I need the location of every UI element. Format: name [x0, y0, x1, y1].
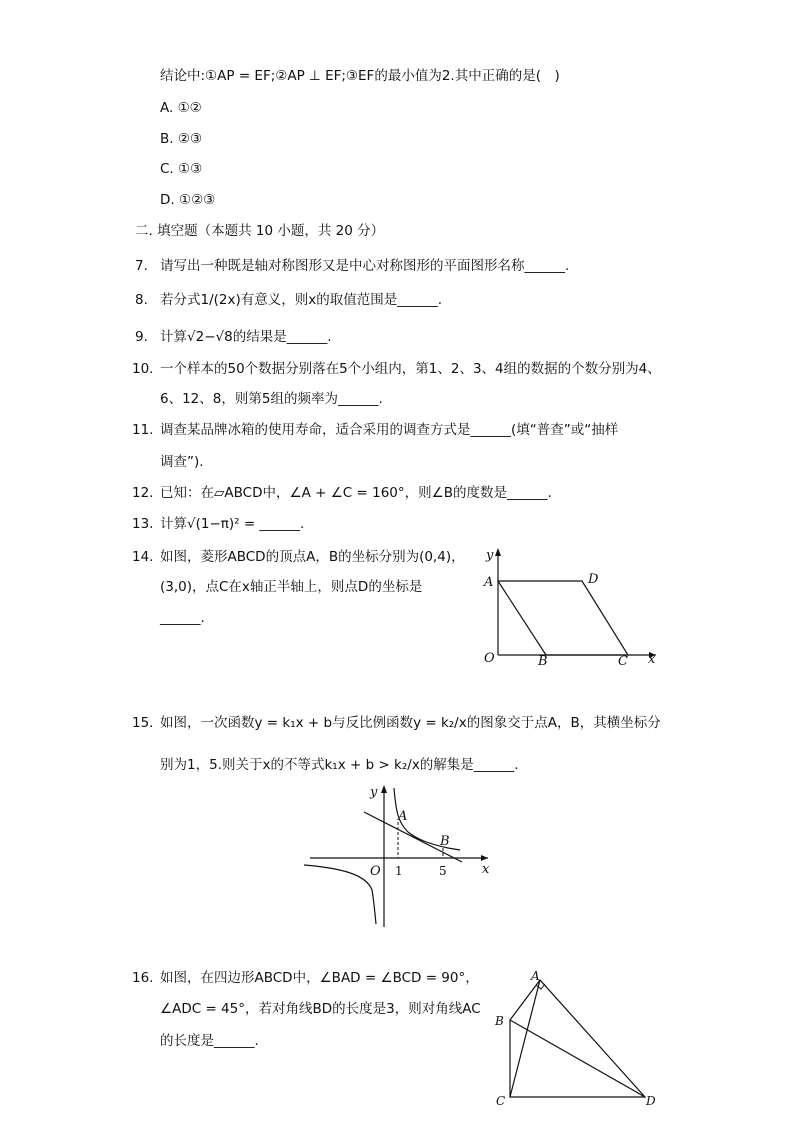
- label-b: B: [538, 654, 548, 669]
- label-d: D: [646, 1094, 656, 1108]
- question-number: 10.: [132, 361, 154, 377]
- question-number: 14.: [132, 549, 154, 565]
- question-number: 13.: [132, 516, 154, 532]
- question-14-line-1: 如图，菱形ABCD的顶点A，B的坐标分别为(0,4)，: [160, 549, 465, 565]
- label-b: B: [495, 1014, 504, 1028]
- diagonal-bd: [510, 1020, 645, 1097]
- question-10-line-1: 一个样本的50个数据分别落在5个小组内，第1、2、3、4组的数据的个数分别为4、: [160, 361, 661, 377]
- question-number: 11.: [132, 422, 154, 438]
- figure-15-functions: [300, 782, 495, 930]
- figure-16-quadrilateral: [485, 965, 665, 1115]
- q6-option-d: D. ①②③: [160, 192, 216, 208]
- q6-option-a: A. ①②: [160, 100, 202, 116]
- label-y: y: [370, 785, 378, 800]
- question-number: 9.: [135, 329, 148, 345]
- question-16-line-2: ∠ADC = 45°，若对角线BD的长度是3，则对角线AC: [160, 1001, 481, 1017]
- question-number: 16.: [132, 970, 154, 986]
- rhombus-abcd: [498, 581, 628, 655]
- label-c: C: [496, 1094, 506, 1108]
- question-16-line-3: 的长度是______.: [160, 1033, 259, 1049]
- y-axis-arrow: [495, 548, 501, 556]
- label-x: x: [482, 862, 490, 877]
- question-7-text: 请写出一种既是轴对称图形又是中心对称图形的平面图形名称______.: [160, 258, 570, 274]
- question-12-text: 已知：在▱ABCD中，∠A + ∠C = 160°，则∠B的度数是______.: [160, 485, 552, 501]
- question-9-text: 计算√2−√8的结果是______.: [160, 329, 332, 345]
- question-13-text: 计算√(1−π)² = ______.: [160, 516, 305, 532]
- question-number: 12.: [132, 485, 154, 501]
- question-11-line-2: 调查”).: [160, 454, 204, 470]
- diagonal-ac: [510, 980, 540, 1097]
- question-14-line-2: (3,0)，点C在x轴正半轴上，则点D的坐标是: [160, 579, 423, 595]
- label-d: D: [588, 572, 599, 587]
- label-a: A: [531, 969, 540, 983]
- label-a: A: [484, 575, 494, 590]
- label-c: C: [618, 654, 628, 669]
- figure-14-rhombus: [478, 545, 663, 670]
- question-15-line-2: 别为1，5.则关于x的不等式k₁x + b > k₂/x的解集是______.: [160, 757, 519, 773]
- quadrilateral-abcd: [510, 980, 645, 1097]
- hyperbola-branch-negative: [304, 865, 376, 924]
- tick-label-5: 5: [439, 864, 447, 878]
- question-15-line-1: 如图，一次函数y = k₁x + b与反比例函数y = k₂/x的图象交于点A，B，其横坐标分: [160, 715, 661, 731]
- section-title: 二. 填空题（本题共 10 小题，共 20 分）: [135, 223, 385, 239]
- q6-option-b: B. ②③: [160, 131, 203, 147]
- question-number: 8.: [135, 292, 148, 308]
- y-axis-arrow: [381, 785, 387, 793]
- question-11-line-1: 调查某品牌冰箱的使用寿命，适合采用的调查方式是______(填“普查”或“抽样: [160, 422, 619, 438]
- label-o: O: [370, 864, 381, 879]
- tick-label-1: 1: [395, 864, 403, 878]
- question-8-text: 若分式1/(2x)有意义，则x的取值范围是______.: [160, 292, 443, 308]
- question-number: 15.: [132, 715, 154, 731]
- question-16-line-1: 如图，在四边形ABCD中，∠BAD = ∠BCD = 90°，: [160, 970, 479, 986]
- q6-statement: 结论中:①AP = EF;②AP ⊥ EF;③EF的最小值为2.其中正确的是( ): [160, 68, 560, 84]
- label-x: x: [648, 652, 656, 667]
- question-10-line-2: 6、12、8，则第5组的频率为______.: [160, 391, 383, 407]
- question-14-line-3: ______.: [160, 610, 205, 626]
- label-y: y: [486, 548, 494, 563]
- x-axis-arrow: [481, 855, 488, 861]
- question-number: 7.: [135, 258, 148, 274]
- label-o: O: [484, 651, 495, 666]
- label-b: B: [440, 834, 450, 849]
- q6-option-c: C. ①③: [160, 161, 203, 177]
- label-a: A: [398, 809, 408, 824]
